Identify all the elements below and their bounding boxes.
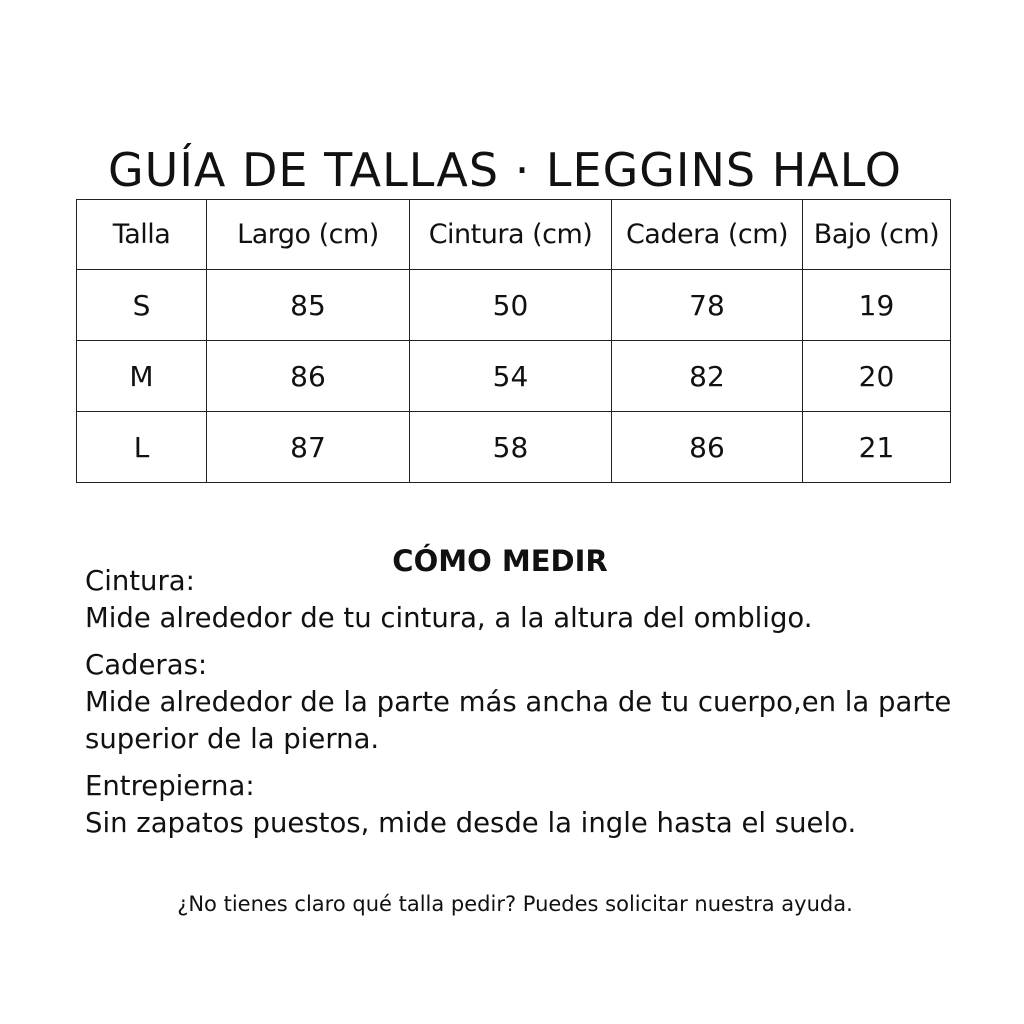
measurement-instructions	[85, 563, 975, 852]
table-header-row	[77, 200, 951, 270]
instruction-label: Cintura:	[85, 565, 195, 597]
table-cell: 82	[612, 341, 803, 412]
header-cadera: Cadera (cm)	[612, 200, 803, 270]
instruction-inseam	[85, 768, 975, 842]
table-cell: 86	[612, 412, 803, 483]
instruction-label: Entrepierna:	[85, 770, 255, 802]
table-cell: 86	[207, 341, 410, 412]
table-cell: 20	[803, 341, 951, 412]
table-cell: 85	[207, 270, 410, 341]
header-bajo: Bajo (cm)	[803, 200, 951, 270]
instruction-text: Mide alrededor de la parte más ancha de tu cuerpo,en la parte superior de la pierna.	[85, 686, 952, 755]
instruction-waist	[85, 563, 975, 637]
table-cell: L	[77, 412, 207, 483]
instruction-text: Mide alrededor de tu cintura, a la altura del ombligo.	[85, 602, 813, 634]
help-note: ¿No tienes claro qué talla pedir? Puedes solicitar nuestra ayuda.	[177, 892, 853, 916]
table-cell: S	[77, 270, 207, 341]
table-row	[77, 412, 951, 483]
table-row	[77, 341, 951, 412]
table-cell: M	[77, 341, 207, 412]
how-to-measure-title: CÓMO MEDIR	[392, 544, 608, 579]
table-cell: 54	[410, 341, 612, 412]
table-cell: 50	[410, 270, 612, 341]
size-table	[76, 199, 951, 483]
table-cell: 87	[207, 412, 410, 483]
table-cell: 21	[803, 412, 951, 483]
header-talla: Talla	[77, 200, 207, 270]
instruction-text: Sin zapatos puestos, mide desde la ingle hasta el suelo.	[85, 807, 857, 839]
instruction-hips	[85, 647, 975, 758]
table-cell: 19	[803, 270, 951, 341]
table-cell: 58	[410, 412, 612, 483]
instruction-label: Caderas:	[85, 649, 208, 681]
header-largo: Largo (cm)	[207, 200, 410, 270]
header-cintura: Cintura (cm)	[410, 200, 612, 270]
table-row	[77, 270, 951, 341]
page-title: GUÍA DE TALLAS · LEGGINS HALO	[108, 142, 902, 197]
table-cell: 78	[612, 270, 803, 341]
